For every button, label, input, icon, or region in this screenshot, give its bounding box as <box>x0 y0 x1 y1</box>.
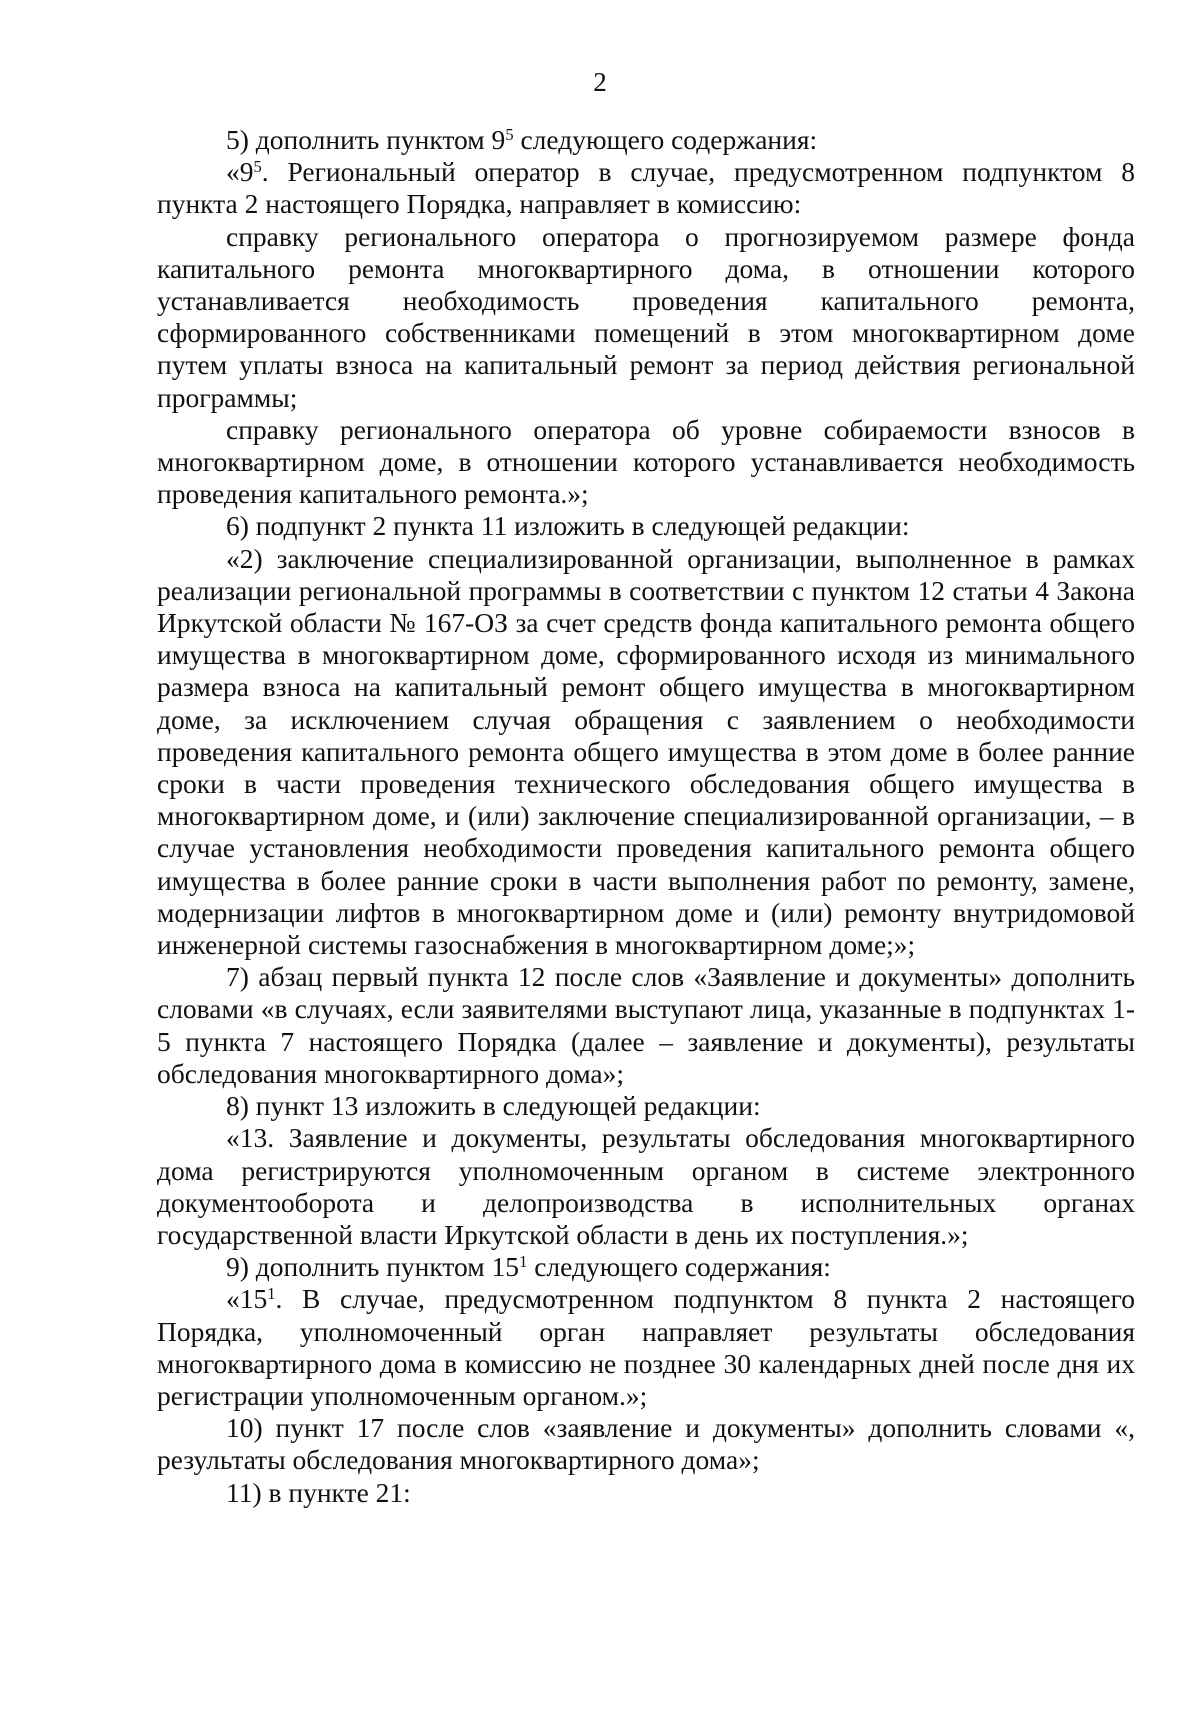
paragraph-clause-13: «13. Заявление и документы, результаты обследования многоквартирного дома регистрируются уполномоченным органом в системе электронного документооборота и делопроизводства в исполнительных органах государственной власти Иркутской области в день их поступления.»; <box>157 1122 1135 1250</box>
paragraph-clause-15-1: «$15^1$. В случае, предусмотренном подпунктом 8 пункта 2 настоящего Порядка, уполномоченный орган направляет результаты обследования многоквартирного дома в комиссию не позднее 30 календарных дней после дня их регистрации уполномоченным органом.»; <box>157 1283 1135 1411</box>
paragraph-item-5: 5) дополнить пунктом $9^5$ следующего содержания: <box>226 124 818 155</box>
paragraph-item-9: 9) дополнить пунктом $15^1$ следующего содержания: <box>226 1251 831 1283</box>
superscript: 5 <box>253 157 262 177</box>
document-body <box>157 124 1135 1509</box>
superscript: 1 <box>519 1252 528 1272</box>
paragraph-item-7: 7) абзац первый пункта 12 после слов «Заявление и документы» дополнить словами «в случаях, если заявителями выступают лица, указанные в подпунктах 1-5 пункта 7 настоящего Порядка (далее – заявление и документы), результаты обследования многоквартирного дома»; <box>157 961 1135 1089</box>
paragraph-reference-collection: справку регионального оператора об уровне собираемости взносов в многоквартирном доме, в отношении которого устанавливается необходимость проведения капитального ремонта.»; <box>157 413 1135 510</box>
paragraph-item-8: 8) пункт 13 изложить в следующей редакции: <box>226 1090 761 1122</box>
paragraph-reference-fund: справку регионального оператора о прогнозируемом размере фонда капитального ремонта многоквартирного дома, в отношении которого устанавливается необходимость проведения капитального ремонта, сформированного собственниками помещений в этом многоквартирном доме путем уплаты взноса на капитальный ремонт за период действия региональной программы; <box>157 220 1135 413</box>
superscript: 1 <box>267 1284 276 1304</box>
paragraph-item-10: 10) пункт 17 после слов «заявление и документы» дополнить словами «, результаты обследования многоквартирного дома»; <box>157 1412 1135 1476</box>
page-number: 2 <box>593 67 607 97</box>
paragraph-item-6: 6) подпункт 2 пункта 11 изложить в следующей редакции: <box>226 510 910 542</box>
superscript: 5 <box>505 124 514 144</box>
paragraph-clause-9-5: «$9^5$. Региональный оператор в случае, предусмотренном подпунктом 8 пункта 2 настоящего Порядка, направляет в комиссию: <box>157 156 1135 220</box>
paragraph-item-11: 11) в пункте 21: <box>226 1476 411 1508</box>
paragraph-subclause-2: «2) заключение специализированной организации, выполненное в рамках реализации региональной программы в соответствии с пунктом 12 статьи 4 Закона Иркутской области № 167-ОЗ за счет средств фонда капитального ремонта общего имущества в многоквартирном доме, сформированного исходя из минимального размера взноса на капитальный ремонт общего имущества в многоквартирном доме, за исключением случая обращения с заявлением о необходимости проведения капитального ремонта общего имущества в этом доме в более ранние сроки в части проведения технического обследования общего имущества в многоквартирном доме, и (или) заключение специализированной организации, – в случае установления необходимости проведения капитального ремонта общего имущества в более ранние сроки в части выполнения работ по ремонту, замене, модернизации лифтов в многоквартирном доме и (или) ремонту внутридомовой инженерной системы газоснабжения в многоквартирном доме;»; <box>157 542 1135 961</box>
